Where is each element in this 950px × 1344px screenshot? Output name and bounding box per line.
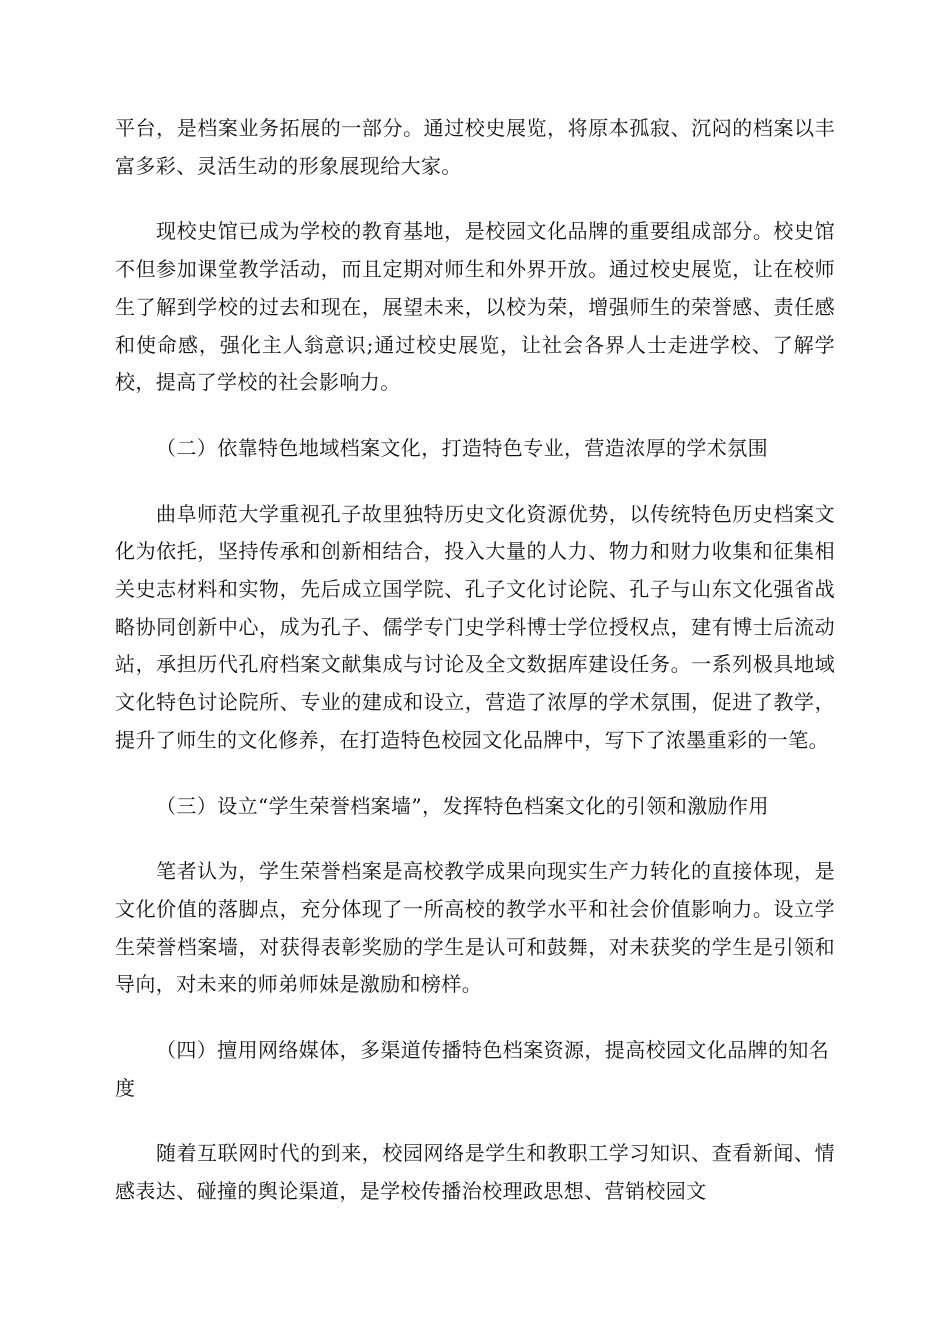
section-heading-3: （三）设立“学生荣誉档案墙”，发挥特色档案文化的引领和激励作用 (156, 793, 769, 818)
section-heading-4: （四）擅用网络媒体，多渠道传播特色档案资源，提高校园文化品牌的知名度 (115, 1038, 830, 1100)
paragraph-continuation: 平台，是档案业务拓展的一部分。通过校史展览，将原本孤寂、沉闷的档案以丰富多彩、灵活生动的形象展现给大家。 (115, 116, 835, 178)
paragraph-internet-era: 随着互联网时代的到来，校园网络是学生和教职工学习知识、查看新闻、情感表达、碰撞的舆论渠道，是学校传播治校理政思想、营销校园文 (115, 1141, 835, 1204)
paragraph-school-history-museum: 现校史馆已成为学校的教育基地，是校园文化品牌的重要组成部分。校史馆不但参加课堂教学活动，而且定期对师生和外界开放。通过校史展览，让在校师生了解到学校的过去和现在，展望未来，以校为荣，增强师生的荣誉感、责任感和使命感，强化主人翁意识;通过校史展览，让社会各界人士走进学校、了解学校，提高了学校的社会影响力。 (115, 219, 835, 395)
paragraph-student-honor-archives: 笔者认为，学生荣誉档案是高校教学成果向现实生产力转化的直接体现，是文化价值的落脚点，充分体现了一所高校的教学水平和社会价值影响力。设立学生荣誉档案墙，对获得表彰奖励的学生是认可和鼓舞，对未获奖的学生是引领和导向，对未来的师弟师妹是激励和榜样。 (115, 859, 835, 997)
section-heading-2: （二）依靠特色地域档案文化，打造特色专业，营造浓厚的学术氛围 (156, 435, 768, 460)
paragraph-qufu-normal-university: 曲阜师范大学重视孔子故里独特历史文化资源优势，以传统特色历史档案文化为依托，坚持传承和创新相结合，投入大量的人力、物力和财力收集和征集相关史志材料和实物，先后成立国学院、孔子文化讨论院、孔子与山东文化强省战略协同创新中心，成为孔子、儒学专门史学科博士学位授权点，建有博士后流动站，承担历代孔府档案文献集成与讨论及全文数据库建设任务。一系列极具地域文化特色讨论院所、专业的建成和设立，营造了浓厚的学术氛围，促进了教学，提升了师生的文化修养，在打造特色校园文化品牌中，写下了浓墨重彩的一笔。 (115, 501, 835, 752)
document-page (115, 110, 835, 1211)
